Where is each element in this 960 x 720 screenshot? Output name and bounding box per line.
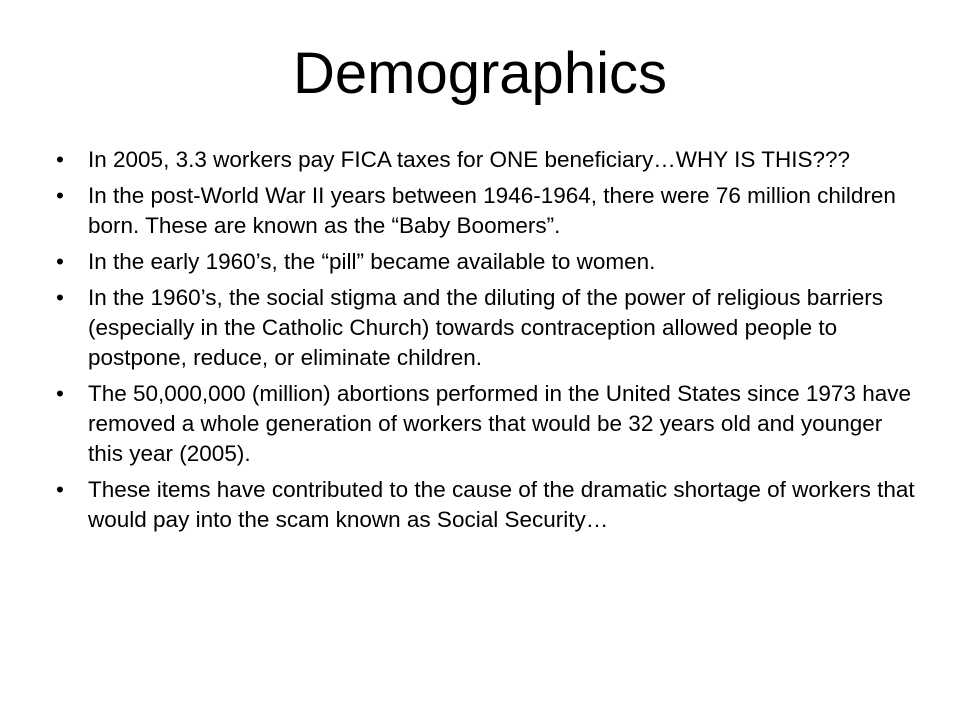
bullet-marker: •	[56, 477, 64, 502]
bullet-marker: •	[56, 147, 64, 172]
bullet-item	[56, 475, 916, 535]
bullet-text: In the early 1960’s, the “pill” became available to women.	[88, 249, 656, 274]
bullet-text: The 50,000,000 (million) abortions performed in the United States since 1973 have removed a whole generation of workers that would be 32 years old and younger this year (2005).	[88, 381, 911, 466]
bullet-marker: •	[56, 285, 64, 310]
bullet-item	[56, 181, 916, 241]
bullet-marker: •	[56, 249, 64, 274]
bullet-item	[56, 283, 916, 373]
bullet-text: In the post-World War II years between 1946-1964, there were 76 million children born. These are known as the “Baby Boomers”.	[88, 183, 896, 238]
bullet-marker: •	[56, 183, 64, 208]
slide-title: Demographics	[293, 41, 667, 106]
bullet-marker: •	[56, 381, 64, 406]
bullet-item	[56, 247, 916, 277]
bullet-item	[56, 145, 916, 175]
bullet-list	[56, 145, 916, 541]
bullet-item	[56, 379, 916, 469]
bullet-text: These items have contributed to the cause of the dramatic shortage of workers that would pay into the scam known as Social Security…	[88, 477, 915, 532]
bullet-text: In the 1960’s, the social stigma and the diluting of the power of religious barriers (especially in the Catholic Church) towards contraception allowed people to postpone, reduce, or eliminate children.	[88, 285, 884, 370]
bullet-text: In 2005, 3.3 workers pay FICA taxes for ONE beneficiary…WHY IS THIS???	[88, 147, 850, 172]
